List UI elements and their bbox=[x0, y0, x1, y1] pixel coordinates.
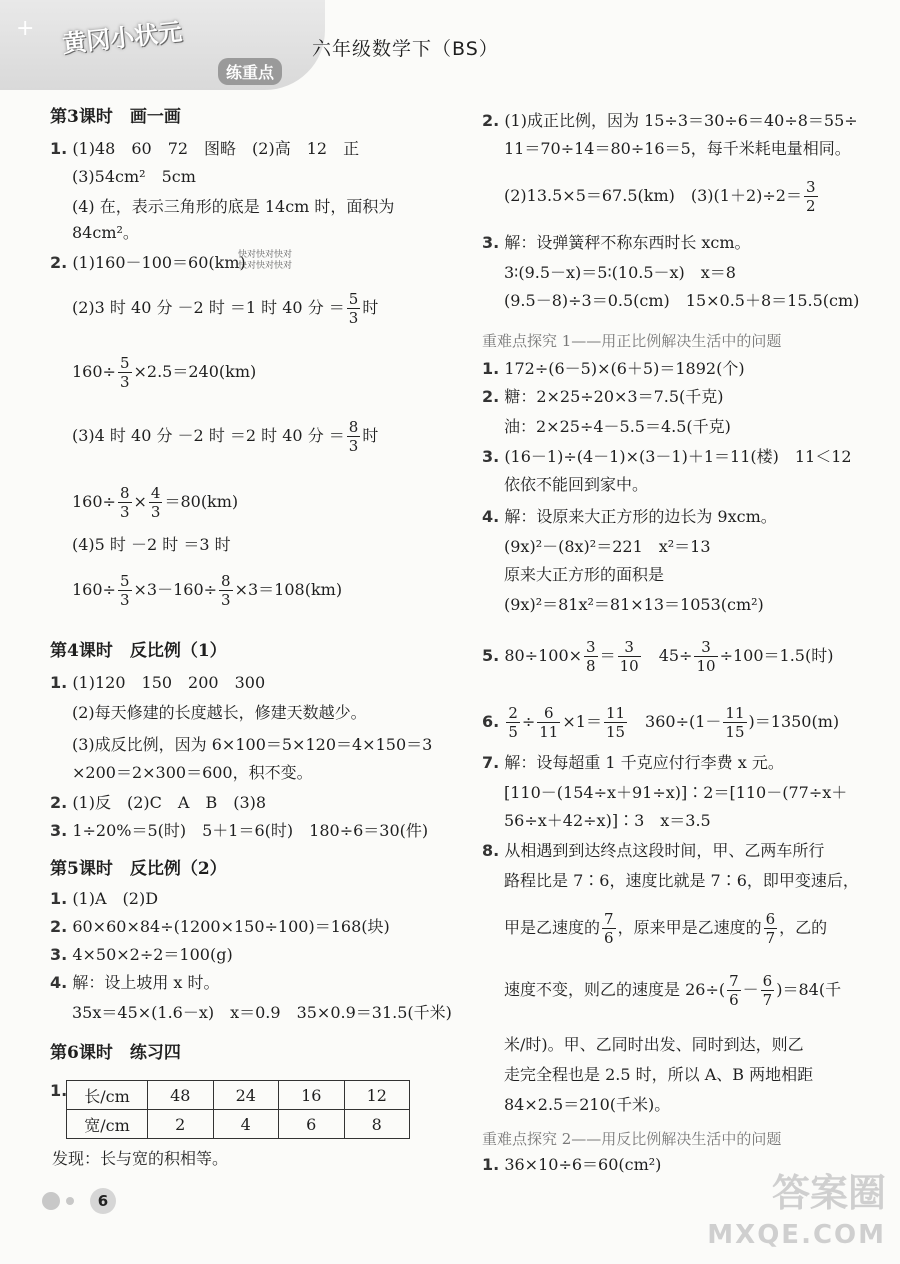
denominator: 15 bbox=[725, 723, 745, 741]
answer-text: 时 bbox=[362, 426, 379, 445]
answer-line bbox=[482, 386, 724, 408]
answer-text: ，原来甲是乙速度的 bbox=[617, 918, 762, 937]
fraction bbox=[506, 704, 520, 741]
section-title: 重难点探究 2——用反比例解决生活中的问题 bbox=[482, 1130, 782, 1148]
answer-text: 84cm²。 bbox=[72, 223, 139, 242]
answer-text: (9.5－8)÷3＝0.5(cm) 15×0.5＋8＝15.5(cm) bbox=[504, 291, 860, 310]
answer-text: (4) 在，表示三角形的底是 14cm 时，面积为 bbox=[72, 197, 395, 216]
item-number: 1. bbox=[50, 673, 68, 692]
answer-text: (3)54cm² 5cm bbox=[72, 167, 196, 186]
item-number: 4. bbox=[482, 507, 500, 526]
numerator: 11 bbox=[725, 704, 745, 722]
fraction bbox=[347, 418, 361, 455]
numerator: 6 bbox=[765, 910, 776, 928]
answer-line bbox=[482, 110, 858, 132]
numerator: 3 bbox=[586, 638, 596, 656]
footer-dot bbox=[66, 1197, 74, 1205]
fraction bbox=[602, 910, 616, 947]
table-cell: 长/cm bbox=[67, 1081, 148, 1110]
item-number: 2. bbox=[482, 387, 500, 406]
answer-text: 56÷x＋42÷x)]∶3 x＝3.5 bbox=[504, 811, 711, 830]
item-number: 3. bbox=[482, 233, 500, 252]
fraction bbox=[604, 704, 627, 741]
answer-text: [110－(154÷x＋91÷x)]∶2＝[110－(77÷x＋ bbox=[504, 783, 848, 802]
answer-text: 路程比是 7∶6，速度比就是 7∶6，即甲变速后， bbox=[504, 871, 859, 890]
answer-text: 原来大正方形的面积是 bbox=[504, 565, 665, 584]
item-number: 1. bbox=[50, 889, 68, 908]
numerator: 3 bbox=[694, 638, 717, 657]
item-number: 2. bbox=[482, 111, 500, 130]
fraction bbox=[804, 178, 818, 215]
watermark bbox=[707, 1172, 886, 1256]
numerator: 7 bbox=[729, 972, 739, 990]
answer-line bbox=[482, 358, 745, 380]
answer-line bbox=[50, 672, 265, 694]
fraction bbox=[723, 704, 746, 741]
denominator: 5 bbox=[508, 723, 518, 741]
fraction bbox=[694, 638, 717, 675]
answer-text: (1)160－100＝60(km) bbox=[72, 253, 246, 272]
denominator: 8 bbox=[586, 657, 596, 675]
answer-text: 时 bbox=[362, 298, 379, 317]
answer-text: ×3－160÷ bbox=[133, 580, 218, 599]
answer-text: (9x)²－(8x)²＝221 x²＝13 bbox=[504, 537, 711, 556]
answer-text: 80÷100× bbox=[504, 646, 583, 665]
fraction bbox=[219, 572, 233, 609]
fraction bbox=[347, 290, 361, 327]
item-number: 8. bbox=[482, 841, 500, 860]
answer-text: (1)反 (2)C A B (3)8 bbox=[72, 793, 267, 812]
answer-text: 60×60×84÷(1200×150÷100)＝168(块) bbox=[72, 917, 390, 936]
numerator: 2 bbox=[508, 704, 518, 722]
answer-text: 解：设原来大正方形的边长为 9xcm。 bbox=[504, 507, 777, 526]
answer-text: (1)成正比例，因为 15÷3＝30÷6＝40÷8＝55÷ bbox=[504, 111, 858, 130]
numerator: 8 bbox=[119, 484, 130, 502]
section-title: 第3课时 画一画 bbox=[50, 107, 181, 127]
answer-text: 160÷ bbox=[72, 580, 116, 599]
section-title: 第6课时 练习四 bbox=[50, 1043, 181, 1063]
item-number: 2. bbox=[50, 253, 68, 272]
answer-line bbox=[482, 446, 852, 468]
logo-subtitle: 练重点 bbox=[218, 58, 282, 85]
stamp-line: 快对快对快对 bbox=[238, 250, 293, 260]
numerator: 5 bbox=[119, 572, 130, 590]
answer-line bbox=[504, 910, 827, 947]
item-number: 1. bbox=[50, 1081, 68, 1100]
numerator: 5 bbox=[119, 354, 130, 372]
table-cell: 24 bbox=[213, 1081, 279, 1110]
answer-text: ×200＝2×300＝600，积不变。 bbox=[72, 763, 313, 782]
item-number: 3. bbox=[482, 447, 500, 466]
answer-text: 160÷ bbox=[72, 362, 116, 381]
numerator: 4 bbox=[150, 484, 161, 502]
answer-text: ×2.5＝240(km) bbox=[133, 362, 257, 381]
section-title: 第5课时 反比例（2） bbox=[50, 859, 227, 879]
answer-text: (1)A (2)D bbox=[72, 889, 159, 908]
table-cell: 4 bbox=[213, 1110, 279, 1139]
section-title: 重难点探究 1——用正比例解决生活中的问题 bbox=[482, 332, 782, 350]
answer-text: (2)3 时 40 分 －2 时 ＝1 时 40 分 ＝ bbox=[72, 298, 345, 317]
denominator: 3 bbox=[119, 503, 130, 521]
answer-text: 速度不变，则乙的速度是 26÷( bbox=[504, 980, 726, 999]
answer-text: 糖：2×25÷20×3＝7.5(千克) bbox=[504, 387, 724, 406]
data-table bbox=[66, 1080, 410, 1139]
answer-text: ＝80(km) bbox=[164, 492, 239, 511]
item-number: 1. bbox=[482, 359, 500, 378]
page-number: 6 bbox=[90, 1188, 116, 1214]
answer-text: ×3＝108(km) bbox=[234, 580, 343, 599]
fraction bbox=[118, 354, 132, 391]
answer-text: (1)48 60 72 图略 (2)高 12 正 bbox=[72, 139, 360, 158]
answer-line bbox=[482, 1154, 661, 1176]
answer-text: － bbox=[742, 980, 759, 999]
table-row bbox=[67, 1110, 410, 1139]
answer-text: 油：2×25÷4－5.5＝4.5(千克) bbox=[504, 417, 731, 436]
answer-text: 160÷ bbox=[72, 492, 116, 511]
answer-text: (16－1)÷(4－1)×(3－1)＋1＝11(楼) 11＜12 bbox=[504, 447, 852, 466]
answer-text: 36×10÷6＝60(cm²) bbox=[504, 1155, 662, 1174]
footer-dot bbox=[42, 1192, 60, 1210]
answer-text: (2)13.5×5＝67.5(km) (3)(1＋2)÷2＝ bbox=[504, 186, 802, 205]
denominator: 3 bbox=[221, 591, 231, 609]
answer-text: 4×50×2÷2＝100(g) bbox=[72, 945, 233, 964]
denominator: 11 bbox=[539, 723, 559, 741]
denominator: 6 bbox=[729, 991, 739, 1009]
table-cell: 6 bbox=[279, 1110, 345, 1139]
item-number: 1. bbox=[50, 139, 68, 158]
answer-line bbox=[482, 752, 784, 774]
answer-line bbox=[50, 916, 390, 938]
numerator: 7 bbox=[604, 910, 614, 928]
answer-text: (9x)²＝81x²＝81×13＝1053(cm²) bbox=[504, 595, 764, 614]
answer-text: 从相遇到到达终点这段时间，甲、乙两车所行 bbox=[504, 841, 825, 860]
answer-text: 依依不能回到家中。 bbox=[504, 475, 649, 494]
denominator: 7 bbox=[762, 991, 773, 1009]
answer-text: )＝1350(m) bbox=[748, 712, 840, 731]
answer-text: 甲是乙速度的 bbox=[504, 918, 601, 937]
answer-line bbox=[50, 792, 266, 814]
answer-line bbox=[50, 138, 359, 160]
table-cell: 16 bbox=[279, 1081, 345, 1110]
fraction bbox=[537, 704, 560, 741]
table-cell: 12 bbox=[344, 1081, 410, 1110]
item-number: 1. bbox=[482, 1155, 500, 1174]
numerator: 11 bbox=[605, 704, 626, 722]
answer-line bbox=[72, 484, 238, 521]
watermark-url: MXQE.COM bbox=[707, 1220, 886, 1250]
answer-line bbox=[72, 418, 378, 455]
answer-text: ，乙的 bbox=[779, 918, 828, 937]
watermark-logo: 答案圈 bbox=[771, 1171, 886, 1215]
answer-line bbox=[482, 638, 833, 675]
answer-text: (1)120 150 200 300 bbox=[72, 673, 266, 692]
answer-text: )＝84(千 bbox=[776, 980, 842, 999]
numerator: 6 bbox=[537, 704, 560, 723]
answer-line bbox=[72, 290, 378, 327]
fraction bbox=[618, 638, 641, 675]
fraction bbox=[149, 484, 163, 521]
answer-line bbox=[50, 820, 428, 842]
logo-title: 黄冈小状元 bbox=[61, 17, 184, 59]
plus-icon: + bbox=[16, 16, 35, 41]
denominator: 3 bbox=[348, 437, 359, 455]
answer-text: ×1＝ bbox=[562, 712, 602, 731]
answer-text: 发现：长与宽的积相等。 bbox=[52, 1149, 229, 1168]
answer-text: 解：设上坡用 x 时。 bbox=[72, 973, 220, 992]
item-number: 2. bbox=[50, 917, 68, 936]
denominator: 10 bbox=[696, 657, 716, 675]
numerator: 6 bbox=[762, 972, 773, 990]
answer-text: (3)成反比例，因为 6×100＝5×120＝4×150＝3 bbox=[72, 735, 433, 754]
fraction bbox=[764, 910, 778, 947]
item-number: 3. bbox=[50, 821, 68, 840]
numerator: 3 bbox=[618, 638, 641, 657]
stamp-line: 快对快对快对 bbox=[238, 261, 293, 271]
answer-text: 45÷ bbox=[642, 646, 693, 665]
page-header bbox=[0, 0, 900, 100]
answer-text: 11＝70÷14＝80÷16＝5，每千米耗电量相同。 bbox=[504, 139, 851, 158]
denominator: 10 bbox=[619, 657, 639, 675]
denominator: 15 bbox=[605, 723, 626, 741]
fraction bbox=[118, 484, 132, 521]
denominator: 7 bbox=[765, 929, 776, 947]
fraction bbox=[118, 572, 132, 609]
table-cell: 8 bbox=[344, 1110, 410, 1139]
page-title: 六年级数学下（BS） bbox=[312, 38, 499, 60]
answer-line bbox=[50, 252, 246, 274]
fraction bbox=[761, 972, 775, 1009]
item-number: 2. bbox=[50, 793, 68, 812]
answer-text: ＝ bbox=[599, 646, 616, 665]
answer-line bbox=[50, 972, 220, 994]
answer-line bbox=[482, 506, 777, 528]
denominator: 3 bbox=[119, 591, 130, 609]
item-number: 6. bbox=[482, 712, 500, 731]
fraction bbox=[727, 972, 741, 1009]
numerator: 5 bbox=[348, 290, 359, 308]
answer-text: ÷100＝1.5(时) bbox=[719, 646, 834, 665]
answer-line bbox=[50, 944, 233, 966]
answer-text: 360÷(1－ bbox=[629, 712, 722, 731]
answer-line bbox=[482, 704, 839, 741]
answer-text: 解：设每超重 1 千克应付行李费 x 元。 bbox=[504, 753, 784, 772]
answer-text: 3∶(9.5－x)＝5∶(10.5－x) x＝8 bbox=[504, 263, 736, 282]
item-number: 5. bbox=[482, 646, 500, 665]
answer-line bbox=[504, 178, 820, 215]
table-cell: 48 bbox=[148, 1081, 214, 1110]
answer-line bbox=[50, 888, 158, 910]
item-number: 3. bbox=[50, 945, 68, 964]
item-number: 7. bbox=[482, 753, 500, 772]
answer-line bbox=[72, 354, 256, 391]
item-number: 4. bbox=[50, 973, 68, 992]
denominator: 2 bbox=[805, 197, 816, 215]
table-row bbox=[67, 1081, 410, 1110]
denominator: 3 bbox=[150, 503, 161, 521]
answer-text: (3)4 时 40 分 －2 时 ＝2 时 40 分 ＝ bbox=[72, 426, 345, 445]
answer-text: 米/时)。甲、乙同时出发、同时到达，则乙 bbox=[504, 1035, 804, 1054]
answer-text: (2)每天修建的长度越长，修建天数越少。 bbox=[72, 703, 367, 722]
answer-text: 解：设弹簧秤不称东西时长 xcm。 bbox=[504, 233, 751, 252]
answer-line bbox=[72, 572, 342, 609]
answer-text: 84×2.5＝210(千米)。 bbox=[504, 1095, 671, 1114]
answer-text: × bbox=[133, 492, 147, 511]
answer-text: ÷ bbox=[521, 712, 536, 731]
stamp bbox=[238, 250, 292, 272]
denominator: 3 bbox=[119, 373, 130, 391]
numerator: 8 bbox=[221, 572, 231, 590]
denominator: 6 bbox=[604, 929, 614, 947]
denominator: 3 bbox=[348, 309, 359, 327]
answer-line bbox=[482, 840, 824, 862]
answer-text: 走完全程也是 2.5 时，所以 A、B 两地相距 bbox=[504, 1065, 814, 1084]
numerator: 3 bbox=[805, 178, 816, 196]
answer-text: 1÷20%＝5(时) 5＋1＝6(时) 180÷6＝30(件) bbox=[72, 821, 429, 840]
fraction bbox=[584, 638, 598, 675]
item-number bbox=[50, 1080, 67, 1102]
answer-line bbox=[504, 972, 841, 1009]
answer-text: 35x＝45×(1.6－x) x＝0.9 35×0.9＝31.5(千米) bbox=[72, 1003, 452, 1022]
numerator: 8 bbox=[348, 418, 359, 436]
answer-text: 172÷(6－5)×(6＋5)＝1892(个) bbox=[504, 359, 745, 378]
table-cell: 宽/cm bbox=[67, 1110, 148, 1139]
answer-text: (4)5 时 －2 时 ＝3 时 bbox=[72, 535, 231, 554]
table-cell: 2 bbox=[148, 1110, 214, 1139]
section-title: 第4课时 反比例（1） bbox=[50, 641, 227, 661]
answer-line bbox=[482, 232, 751, 254]
